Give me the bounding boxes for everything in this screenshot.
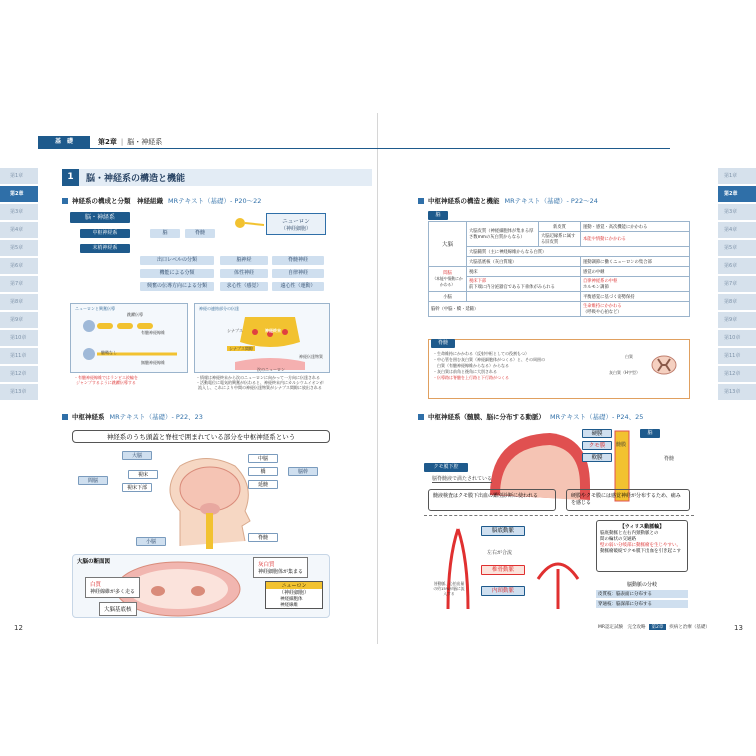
- basal-func: 運動調節に働くニューロンの集合部: [581, 257, 690, 267]
- diencephalon-sub: （本能や情動にかかわる）: [432, 276, 463, 287]
- neuron-icon: [230, 213, 266, 237]
- transmitter-label: 神経伝達物質: [299, 354, 323, 359]
- header-topic: 脳・神経系: [127, 138, 163, 146]
- basilar-label: 脳底動脈: [481, 526, 525, 536]
- diencephalon-label: 間脳: [78, 476, 108, 485]
- cerebellum-func: 平衡感覚に基づく姿勢保持: [581, 292, 690, 302]
- next-neuron-label: 次のニューロン: [257, 367, 285, 372]
- neuron-sub: （神経細胞）: [278, 590, 309, 596]
- chapter-tab[interactable]: 第13章: [0, 384, 38, 400]
- hypothalamus-func: [581, 277, 690, 292]
- header-chapter: 第2章: [98, 138, 117, 146]
- head-illustration: [150, 451, 260, 551]
- note-synapse-1: ・情報は神経終末から次のニューロンに向かって一方向に伝達される: [196, 375, 320, 380]
- brainstem-func: [581, 302, 690, 317]
- meninges-label: 髄膜: [616, 442, 627, 448]
- chapter-tab[interactable]: 第4章: [718, 222, 756, 238]
- medulla-cell: 大脳髄質（主に神経線維からなる白質）: [467, 247, 690, 257]
- neuron-label: ニューロン: [282, 219, 310, 225]
- blood-flow-note: 皆動脈、心拍出量の約15%が脳に流入する: [433, 581, 465, 596]
- white-matter-desc: 神経線維が多く走る: [90, 589, 136, 595]
- spinal-title: 脊髄: [431, 339, 455, 348]
- spinal-line-1: [433, 351, 529, 356]
- white-matter-callout: [85, 577, 140, 598]
- footer-topic: 疾病と治療（基礎）: [669, 625, 710, 630]
- chapter-tab[interactable]: 第10章: [0, 330, 38, 346]
- medulla-label: 延髄: [248, 480, 278, 489]
- chapter-tab[interactable]: 第6章: [0, 258, 38, 274]
- table-label: 脳: [428, 211, 448, 220]
- brain-structure-table: [428, 221, 690, 317]
- subarachnoid-label: クモ膜下腔: [424, 463, 468, 472]
- chapter-tab[interactable]: 第11章: [0, 348, 38, 364]
- left-page: [0, 113, 378, 644]
- brain-tag: 脳: [640, 429, 660, 438]
- diencephalon-label: 間脳: [443, 271, 452, 276]
- synapse-label: シナプス: [227, 328, 243, 333]
- hypothalamus-desc: 前下端に内分泌器官である下垂体がみられる: [469, 285, 555, 290]
- chapter-tabs-right: [718, 168, 756, 402]
- chapter-tab[interactable]: 第3章: [718, 204, 756, 220]
- cns-headline: 神経系のうち頭蓋と脊柱で囲まれている部分を中枢神経系という: [72, 430, 330, 443]
- chapter-tab[interactable]: 第12章: [718, 366, 756, 382]
- carotid-label: 内頸動脈: [481, 586, 525, 596]
- spinal-line-1-text: ・生命維持にかかわる（反射中枢としての役割もつ）: [433, 351, 529, 356]
- branch-box: [596, 581, 688, 615]
- note-saltatory-2: ジャンプするように跳躍伝導する: [76, 380, 136, 385]
- header-category: 基 礎: [38, 136, 90, 148]
- neocortex-func: 運動・感覚・高次機能にかかわる: [581, 222, 690, 232]
- arachnoid-text: クモ膜: [588, 443, 606, 449]
- merge-label: 左右が合流: [487, 550, 513, 556]
- bullet-square-icon: [418, 414, 424, 420]
- chapter-tab[interactable]: 第1章: [0, 168, 38, 184]
- thalamus-cell: 視床: [467, 267, 581, 277]
- chapter-tab[interactable]: 第2章: [0, 186, 38, 202]
- diencephalon-cell: [429, 267, 467, 292]
- book-spread: [0, 113, 756, 644]
- spinal-section-icon: [651, 354, 677, 376]
- subheading-ref: MRテキスト（基礎）- P22～24: [504, 197, 598, 205]
- root-label: 脳・神経系: [70, 212, 130, 223]
- subheading-ref: MRテキスト（基礎）- P22、23: [109, 413, 203, 421]
- class-row-b: 遠心性（運動）: [272, 282, 324, 291]
- section-title: 脳・神経系の構造と機能: [86, 174, 186, 184]
- chapter-tab[interactable]: 第2章: [718, 186, 756, 202]
- white-matter-label: 白質: [90, 582, 102, 588]
- gray-matter-callout: [253, 557, 308, 578]
- page-number-right: 13: [734, 624, 743, 632]
- hypothalamus-cell: [467, 277, 581, 292]
- chapter-tab[interactable]: 第5章: [0, 240, 38, 256]
- hypothalamus-func-2: ホルモン調節: [583, 285, 609, 290]
- neuron-title: ニューロン: [266, 582, 322, 589]
- chapter-tab[interactable]: 第1章: [718, 168, 756, 184]
- class-row-a: 求心性（感覚）: [220, 282, 268, 291]
- thalamus-label: 視床: [128, 470, 158, 479]
- axon-illustration: [77, 314, 183, 370]
- chapter-tab[interactable]: 第12章: [0, 366, 38, 382]
- willis-line-4: 動脈瘤破綻でクモ膜下出血を引き起こす: [600, 549, 681, 554]
- class-row-a: 体性神経: [220, 269, 268, 278]
- cerebellum-label: 小脳: [136, 537, 166, 546]
- synapse-panel: [194, 303, 330, 373]
- chapter-tab[interactable]: 第9章: [0, 312, 38, 328]
- basal-ganglia-callout: 大脳基底核: [99, 602, 137, 616]
- class-row-label: 興奮の伝導方向による分類: [140, 282, 214, 291]
- subheading-meninges: [418, 412, 643, 421]
- branch-penetrating: 穿通枝：脳深部に分布する: [596, 600, 688, 608]
- class-row-b: 自律神経: [272, 269, 324, 278]
- class-row-label: 機能による分類: [140, 269, 214, 278]
- pns-label: 末梢神経系: [80, 244, 130, 253]
- chapter-tabs-left: [0, 168, 38, 402]
- class-row-a: 脳神経: [220, 256, 268, 265]
- chapter-tab[interactable]: 第3章: [0, 204, 38, 220]
- pons-label: 橋: [248, 467, 278, 476]
- branch-title: 脳動脈の分岐: [626, 582, 657, 588]
- chapter-tab[interactable]: 第6章: [718, 258, 756, 274]
- chapter-tab[interactable]: 第8章: [718, 294, 756, 310]
- section-title-bar: [62, 169, 372, 186]
- spinal-tag: 脊髄: [664, 456, 675, 462]
- arachnoid-label: [582, 441, 612, 450]
- cerebellum-cell: 小脳: [429, 292, 467, 302]
- footer-book: MR認定試験 完全攻略: [598, 625, 646, 630]
- brainstem-func-1: 生命維持にかかわる: [583, 304, 622, 309]
- brainstem-cell: 脳幹（中脳・橋・延髄）: [429, 302, 581, 317]
- class-row-label: 出口レベルの分類: [140, 256, 214, 265]
- brain-label: 脳: [150, 229, 180, 238]
- basal-cell: 大脳基底核（灰白質塊）: [467, 257, 581, 267]
- subheading-title: 中枢神経系（髄膜、脳に分布する動脈）: [428, 413, 545, 421]
- bullet-square-icon: [62, 414, 68, 420]
- page-number-left: 12: [14, 624, 23, 632]
- cerebrum-cell: 大脳: [429, 222, 467, 267]
- chapter-tab[interactable]: 第8章: [0, 294, 38, 310]
- nerve-fiber-label: 神経線維: [280, 603, 298, 608]
- gray-matter-desc: 神経細胞体が集まる: [258, 569, 304, 575]
- neuron-callout: [265, 581, 323, 609]
- page-header: [38, 136, 162, 148]
- white-label: 白質: [625, 354, 633, 359]
- hypothalamus-func-1: 自律神経系の中枢: [583, 279, 618, 284]
- branch-cortical: 皮質枝：脳表面に分布する: [596, 590, 688, 598]
- spinal-line-4: ・灰白質は前角と後角に大別される: [433, 369, 497, 374]
- chapter-tab[interactable]: 第5章: [718, 240, 756, 256]
- neocortex-cell: 新皮質: [539, 222, 581, 232]
- spinal-cord-label: 脊髄: [248, 533, 278, 542]
- spinal-line-3: 白質（有髄神経線維からなる）からなる: [437, 363, 509, 368]
- hypothalamus-label: 視床下部: [122, 483, 152, 492]
- csf-test-box: 髄液検査はクモ膜下出血の鑑別診断に使われる: [428, 489, 556, 511]
- willis-line-2: 間の輪状の交通路: [600, 537, 636, 542]
- divider: [424, 515, 694, 516]
- neuron-box: [266, 213, 326, 235]
- csf-label: 脳脊髄液で満たされている: [432, 476, 493, 482]
- limbic-cell: 大脳辺縁系に属する旧皮質: [539, 232, 581, 247]
- terminal-label: 神経終末: [265, 328, 281, 333]
- chapter-tab[interactable]: 第10章: [718, 330, 756, 346]
- spinal-label: 脊髄: [185, 229, 215, 238]
- chapter-tab[interactable]: 第9章: [718, 312, 756, 328]
- subheading-title: 神経系の構成と分類 神経組織: [72, 197, 163, 205]
- classification-diagram: [70, 211, 330, 301]
- chapter-tab[interactable]: 第7章: [0, 276, 38, 292]
- myelinated-label: 有髄神経線維: [141, 330, 165, 335]
- subheading-cns: [62, 412, 203, 421]
- hypothalamus-label: 視床下部: [469, 279, 487, 284]
- dura-label: 硬膜: [582, 429, 612, 438]
- chapter-tab[interactable]: 第7章: [718, 276, 756, 292]
- pia-label: 軟膜: [582, 453, 612, 462]
- class-row-b: 脊髄神経: [272, 256, 324, 265]
- neuron-sublabel: （神経細胞）: [280, 226, 311, 232]
- conduction-panel: [70, 303, 188, 373]
- synapse-illustration: [215, 312, 325, 372]
- cns-label: 中枢神経系: [80, 229, 130, 238]
- note-synapse-3: 流入し、これにより中間の神経伝達物質がシナプス間隙に放出される: [198, 385, 322, 390]
- cortex-cell: 大脳皮質（神経細胞体が集まる厚さ数mmの灰白質からなる）: [467, 222, 539, 247]
- gray-matter-label: 灰白質: [258, 562, 275, 568]
- subheading-ref: MRテキスト（基礎）- P24、25: [550, 413, 644, 421]
- unmyelinated-label: 無髄神経線維: [141, 360, 165, 365]
- saltatory-label: 跳躍伝導: [127, 312, 143, 317]
- brainstem-label: 脳幹: [288, 467, 318, 476]
- chapter-tab[interactable]: 第4章: [0, 222, 38, 238]
- vertebral-label: 椎骨動脈: [481, 565, 525, 575]
- synapse-title: 神経の連絡部分の伝達: [199, 306, 239, 311]
- sensory-box: 硬膜やクモ膜には感覚神経が分布するため、痛みを感じる: [566, 489, 690, 511]
- brainstem-func-2: （呼吸や心拍など）: [583, 310, 622, 315]
- midbrain-label: 中脳: [248, 454, 278, 463]
- spinal-line-2: ・中心管を囲む灰白質（神経細胞体がつくる）と、その周囲の: [433, 357, 545, 362]
- willis-line-3: 壁の弱い分岐部に動脈瘤を生じやすい。: [600, 543, 681, 548]
- bullet-square-icon: [62, 198, 68, 204]
- subheading-classification: [62, 196, 261, 205]
- header-separator: |: [120, 138, 124, 146]
- limbic-func: [581, 232, 690, 247]
- limbic-func-text: 本能や情動にかかわる: [583, 237, 626, 242]
- footer-chapter: 第2章: [649, 624, 667, 630]
- no-myelin-label: 髄鞘なし: [101, 350, 117, 355]
- subheading-title: 中枢神経系: [72, 413, 105, 421]
- cerebrum-label: 大脳: [122, 451, 152, 460]
- cross-section-panel: [72, 554, 330, 618]
- note-synapse-2: ・活動電位に電気的興奮が伝わると、神経終末内にカルシウムイオンが: [196, 380, 324, 385]
- thalamus-func: 感覚の中継: [581, 267, 690, 277]
- willis-title: 【ウィリス動脈輪】: [619, 524, 665, 530]
- gap-label: シナプス間隙: [229, 346, 253, 351]
- note-saltatory-1: ・有髄神経線維ではランビエ絞輪を: [74, 375, 138, 380]
- subheading-brain: [418, 196, 598, 205]
- spinal-box: [428, 339, 690, 399]
- cell-body-label: 神経細胞体: [280, 597, 303, 602]
- subheading-ref: MRテキスト（基礎）- P20～22: [168, 197, 262, 205]
- subheading-title: 中枢神経系の構造と機能: [428, 197, 500, 205]
- cross-section-title: 大脳の断面図: [77, 559, 111, 565]
- section-number: 1: [62, 169, 79, 186]
- chapter-tab[interactable]: 第11章: [718, 348, 756, 364]
- willis-line-1: 脳底動脈と左右内頸動脈との: [600, 531, 659, 536]
- conduction-title: ニューロンと興奮伝導: [75, 306, 115, 311]
- spinal-line-5: ・伝導路は脊髄を上行路と下行路がつくる: [433, 375, 509, 380]
- gray-label: 灰白質（H字型）: [609, 370, 641, 375]
- chapter-tab[interactable]: 第13章: [718, 384, 756, 400]
- footer: [598, 624, 710, 630]
- willis-box: [596, 520, 688, 572]
- header-rule: [38, 148, 670, 149]
- bullet-square-icon: [418, 198, 424, 204]
